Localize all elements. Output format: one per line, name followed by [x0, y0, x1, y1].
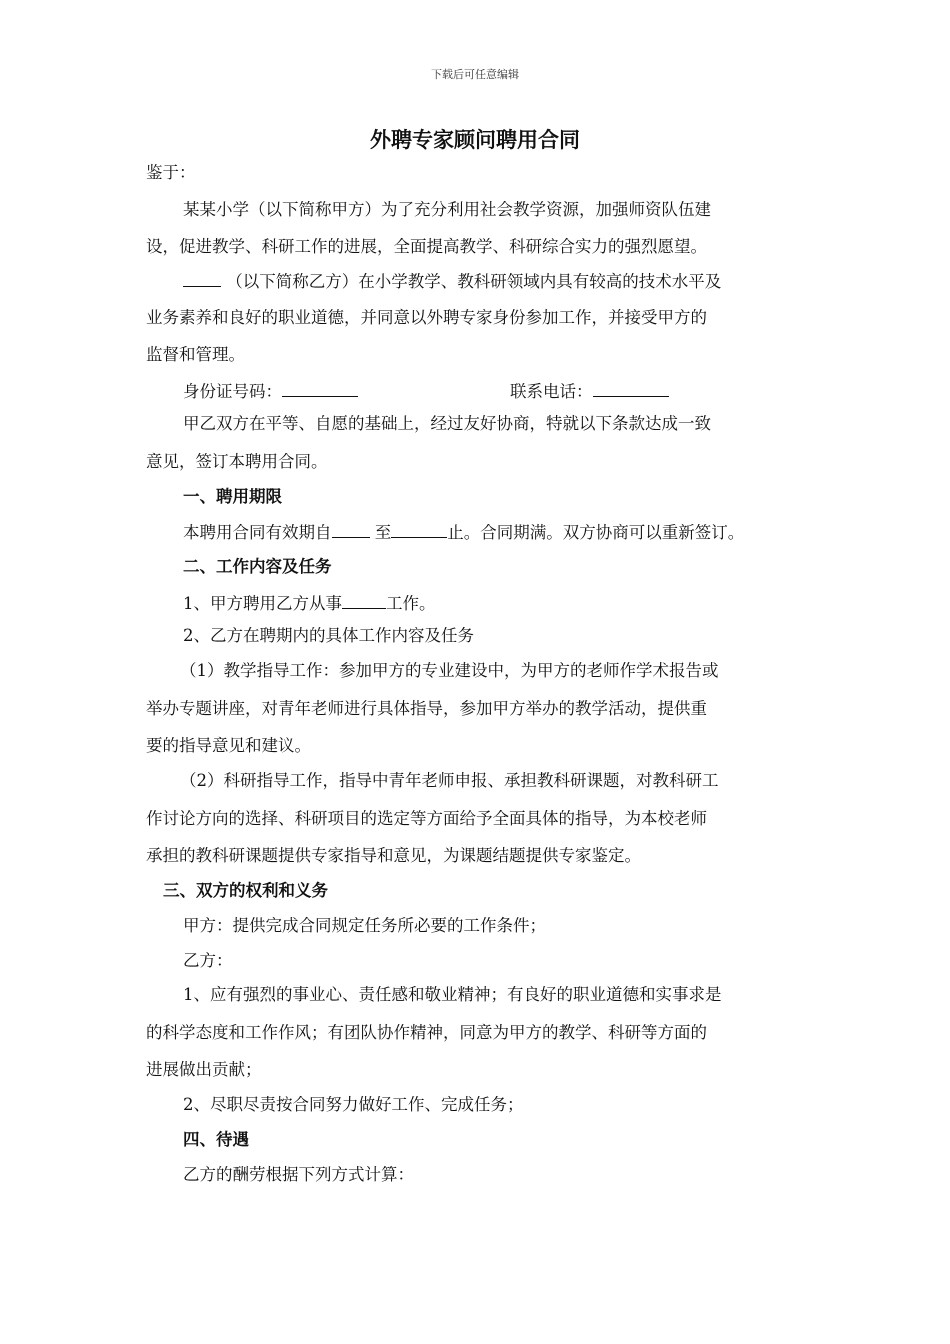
paragraph-line: 鉴于：	[146, 163, 196, 182]
work-text: 1、甲方聘用乙方从事	[183, 594, 342, 613]
section-heading: 一、聘用期限	[183, 487, 282, 506]
work-line	[183, 590, 436, 616]
paragraph-line: 业务素养和良好的职业道德，并同意以外聘专家身份参加工作，并接受甲方的	[146, 308, 707, 327]
paragraph-line: 2、尽职尽责按合同努力做好工作、完成任务；	[183, 1095, 524, 1114]
end-date-blank[interactable]	[391, 519, 447, 538]
paragraph-line: 设，促进教学、科研工作的进展，全面提高教学、科研综合实力的强烈愿望。	[146, 237, 707, 256]
term-text: 止。合同期满。双方协商可以重新签订。	[447, 523, 745, 542]
phone-line	[510, 378, 669, 404]
paragraph-line: 乙方的酬劳根据下列方式计算：	[183, 1165, 414, 1184]
section-heading: 三、双方的权利和义务	[163, 881, 328, 900]
section-heading: 四、待遇	[183, 1130, 249, 1149]
paragraph-line: 的科学态度和工作作风；有团队协作精神，同意为甲方的教学、科研等方面的	[146, 1023, 707, 1042]
paragraph-line: 甲方：提供完成合同规定任务所必要的工作条件；	[183, 916, 546, 935]
section-heading: 二、工作内容及任务	[183, 557, 332, 576]
page-header-note: 下载后可任意编辑	[431, 68, 519, 81]
phone-blank[interactable]	[593, 378, 669, 397]
paragraph-line: 监督和管理。	[146, 345, 245, 364]
id-number-blank[interactable]	[282, 378, 358, 397]
term-text: 至	[374, 523, 392, 542]
id-number-line	[183, 378, 358, 404]
term-line	[183, 519, 744, 545]
paragraph-line: 2、乙方在聘期内的具体工作内容及任务	[183, 626, 474, 645]
document-title: 外聘专家顾问聘用合同	[370, 128, 580, 152]
id-number-label: 身份证号码：	[183, 382, 282, 401]
paragraph-line: 作讨论方向的选择、科研项目的选定等方面给予全面具体的指导，为本校老师	[146, 809, 707, 828]
work-text: 工作。	[386, 594, 436, 613]
paragraph-line: 甲乙双方在平等、自愿的基础上，经过友好协商，特就以下条款达成一致	[183, 414, 711, 433]
paragraph-line: 意见，签订本聘用合同。	[146, 452, 328, 471]
paragraph-line: 举办专题讲座，对青年老师进行具体指导，参加甲方举办的教学活动，提供重	[146, 699, 707, 718]
paragraph-line: （1）教学指导工作：参加甲方的专业建设中，为甲方的老师作学术报告或	[180, 661, 719, 680]
term-text: 本聘用合同有效期自	[183, 523, 332, 542]
paragraph-line: 进展做出贡献；	[146, 1060, 262, 1079]
party-b-name-blank[interactable]	[183, 268, 221, 287]
paragraph-text: （以下简称乙方）在小学教学、教科研领域内具有较高的技术水平及	[226, 272, 722, 291]
paragraph-line: 承担的教科研课题提供专家指导和意见，为课题结题提供专家鉴定。	[146, 846, 641, 865]
paragraph-line: 1、应有强烈的事业心、责任感和敬业精神；有良好的职业道德和实事求是	[183, 985, 722, 1004]
work-type-blank[interactable]	[342, 590, 386, 609]
paragraph-line: 要的指导意见和建议。	[146, 736, 311, 755]
phone-label: 联系电话：	[510, 382, 593, 401]
paragraph-line: 乙方：	[183, 951, 233, 970]
paragraph-line	[183, 268, 721, 294]
paragraph-line: 某某小学（以下简称甲方）为了充分利用社会教学资源，加强师资队伍建	[183, 200, 711, 219]
start-date-blank[interactable]	[332, 519, 370, 538]
paragraph-line: （2）科研指导工作，指导中青年老师申报、承担教科研课题，对教科研工	[180, 771, 719, 790]
